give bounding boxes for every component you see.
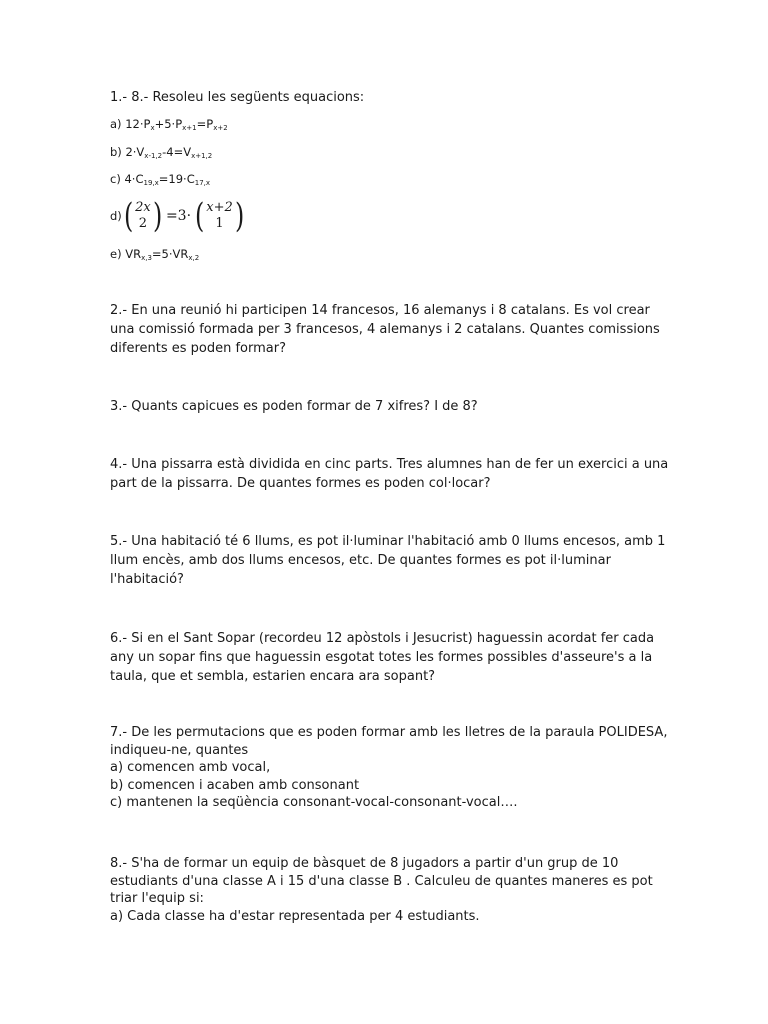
problem-6: 6.- Si en el Sant Sopar (recordeu 12 apòstols i Jesucrist) haguessin acordat fer cada any un sopar fins que haguessin esgotat totes les formes possibles d'asseure's a la taula, que et sembla, estarien encara ara sopant? (110, 631, 655, 684)
problem-8-intro: 8.- S'ha de formar un equip de bàsquet de 8 jugadors a partir d'un grup de 10 estudiants d'una classe A i 15 d'una classe B . Calculeu de quantes maneres es pot triar l'equip si: (110, 856, 653, 906)
binomial-left: ( 2x 2 ) (123, 196, 162, 236)
problem-7-intro: 7.- De les permutacions que es poden formar amb les lletres de la paraula POLIDESA, indiqueu-ne, quantes (110, 725, 668, 758)
section-title: 1.- 8.- Resoleu les següents equacions: (110, 90, 365, 105)
equation-b: b) $2\cdot V_{x-1,2}-4=V_{x+1,2}$ (110, 145, 213, 160)
problem-7-b: b) comencen i acaben amb consonant (110, 777, 360, 793)
equation-e: e) $VR_{x,3}=5\cdot VR_{x,2}$ (110, 247, 200, 262)
problem-7-a: a) comencen amb vocal, (110, 760, 271, 775)
problem-8-a: a) Cada classe ha d'estar representada per 4 estudiants. (110, 908, 480, 924)
problem-5: 5.- Una habitació té 6 llums, es pot il·luminar l'habitació amb 0 llums encesos, amb 1 llum encès, amb dos llums encesos, etc. De quantes formes es pot il·luminar l'habitació? (110, 534, 666, 587)
binomial-right: ( x+2 1 ) (195, 196, 245, 236)
problem-2: 2.- En una reunió hi participen 14 francesos, 16 alemanys i 8 catalans. Es vol crear una comissió formada per 3 francesos, 4 alemanys i 2 catalans. Quantes comissions diferents es poden formar? (110, 303, 660, 356)
problem-3: 3.- Quants capicues es poden formar de 7 xifres? I de 8? (110, 399, 478, 414)
equation-a: a) $12\cdot P_x+5\cdot P_{x+1}=P_{x+2}$ (110, 117, 228, 132)
equation-d: d) ( 2x 2 ) =3· ( x+2 1 ) (110, 196, 245, 236)
problem-7 (110, 724, 670, 812)
equation-c: c) $4\cdot C_{19,x}=19\cdot C_{17,x}$ (110, 172, 211, 187)
problem-7-c: c) mantenen la seqüència consonant-vocal-consonant-vocal…. (110, 795, 518, 810)
problem-4: 4.- Una pissarra està dividida en cinc parts. Tres alumnes han de fer un exercici a una part de la pissarra. De quantes formes es poden col·locar? (110, 457, 669, 491)
problem-8 (110, 855, 670, 925)
